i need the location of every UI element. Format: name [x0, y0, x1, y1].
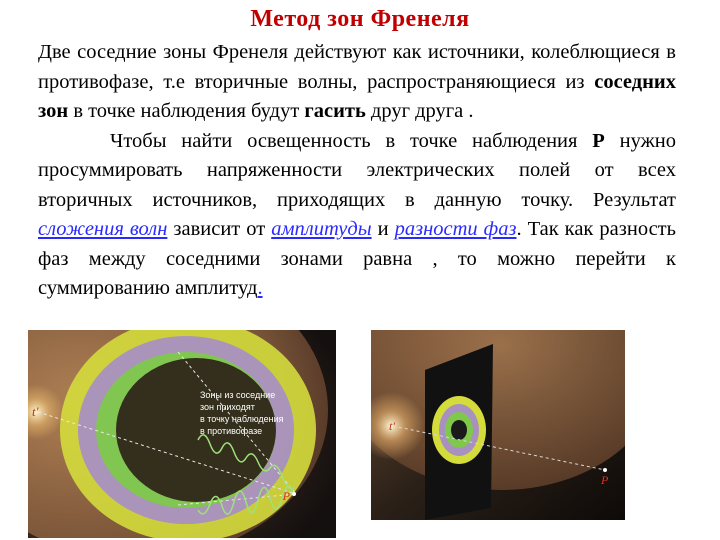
- fresnel-zones-side-view: [28, 330, 336, 538]
- bold-term: гасить: [304, 100, 366, 122]
- text-run: .: [257, 277, 263, 299]
- link-amplitude[interactable]: амплитуды: [271, 218, 372, 240]
- source-label: t': [32, 404, 39, 419]
- text-run: . Так как разность фаз между соседними зонами равна , то можно перейти к суммированию амплитуд: [38, 218, 676, 299]
- caption-line: в точку наблюдения: [200, 414, 284, 424]
- caption-line: зон приходят: [200, 402, 255, 412]
- point-label: P: [601, 473, 609, 487]
- fresnel-zones-illustration-right: [371, 330, 625, 520]
- caption-line: в противофазе: [200, 426, 263, 436]
- page-title: Метод зон Френеля: [250, 6, 470, 32]
- dark-core: [451, 420, 467, 440]
- observation-point: [603, 468, 607, 472]
- bold-term: Р: [592, 129, 605, 152]
- text-run: в точке наблюдения будут: [68, 100, 305, 122]
- text-run: Две соседние зоны Френеля действуют как источники, колеблющиеся в противофазе, т.е вторичные волны, распространяющиеся из: [38, 41, 676, 93]
- caption-line: Зоны из соседние: [200, 390, 276, 400]
- text-run: и: [371, 218, 395, 240]
- text-run: зависит от: [167, 218, 272, 240]
- body-text: [38, 38, 676, 304]
- text-run: Чтобы найти освещенность в точке наблюдения: [110, 129, 593, 152]
- bold-term: соседних зон: [38, 70, 676, 122]
- observation-point: [292, 492, 296, 496]
- fresnel-zones-screen-view: [371, 330, 625, 520]
- source-label: t': [389, 419, 395, 433]
- text-run: нужно просуммировать напряженности электрических полей от всех вторичных источников, приходящих в данную точку. Результат: [38, 129, 676, 211]
- fresnel-zones-illustration-left: [28, 330, 336, 538]
- point-label: P: [282, 489, 290, 503]
- link-phase-difference[interactable]: разности фаз: [394, 218, 517, 240]
- paragraph-2: [38, 127, 676, 304]
- text-run: друг друга .: [365, 100, 474, 122]
- paragraph-1: [38, 38, 676, 127]
- link-wave-addition[interactable]: сложения волн: [38, 218, 168, 240]
